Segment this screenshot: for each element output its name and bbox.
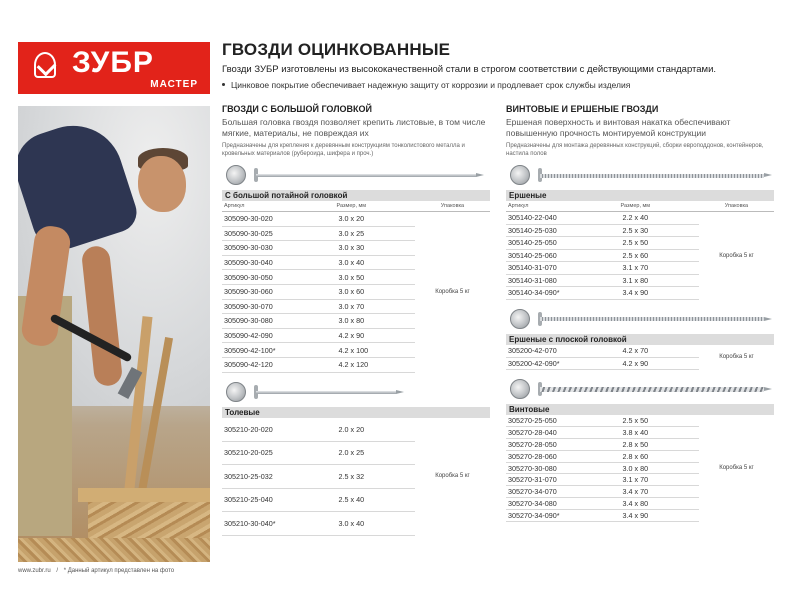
size-cell: 3.0 x 25 — [335, 226, 415, 241]
logo-shield-icon — [34, 52, 56, 78]
article-cell: 305140-22-040 — [506, 212, 619, 225]
article-cell: 305140-31-080 — [506, 274, 619, 287]
pack-cell: Коробка 5 кг — [435, 289, 470, 296]
footer — [18, 568, 174, 574]
size-cell: 3.0 x 50 — [335, 270, 415, 285]
article-cell: 305140-31-070 — [506, 262, 619, 275]
article-cell: 305210-25-032 — [222, 465, 335, 489]
size-cell: 3.0 x 80 — [335, 314, 415, 329]
size-cell: 3.0 x 30 — [335, 241, 415, 256]
page-title: ГВОЗДИ ОЦИНКОВАННЫЕ — [222, 40, 451, 59]
article-cell: 305270-34-080 — [506, 498, 619, 510]
article-cell: 305090-42-090 — [222, 328, 335, 343]
table-flat-ring — [506, 345, 774, 371]
size-cell: 3.0 x 60 — [335, 284, 415, 299]
right-description: Ершеная поверхность и винтовая накатка обеспечивают повышенную прочность монтируемой конструкции — [506, 117, 731, 138]
size-cell: 2.0 x 20 — [335, 418, 415, 442]
article-cell: 305270-34-090* — [506, 509, 619, 521]
size-cell: 3.0 x 40 — [335, 255, 415, 270]
size-cell: 3.4 x 80 — [619, 498, 699, 510]
article-cell: 305090-30-040 — [222, 255, 335, 270]
article-cell: 305200-42-070 — [506, 345, 619, 358]
pack-cell: Коробка 5 кг — [719, 354, 754, 360]
right-note: Предназначены для монтажа деревянных конструкций, сборки европоддонов, контейнеров, настила полов — [506, 143, 764, 157]
pack-cell: Коробка 5 кг — [435, 473, 470, 480]
article-cell: 305090-30-030 — [222, 241, 335, 256]
article-cell: 305090-30-080 — [222, 314, 335, 329]
large-head-nail-icon — [222, 164, 490, 186]
flat-head-ring-nail-icon — [506, 308, 774, 330]
table-title-countersunk: С большой потайной головкой — [222, 190, 490, 201]
article-cell: 305210-20-025 — [222, 441, 335, 465]
table-title-ring: Ершеные — [506, 190, 774, 201]
size-cell: 2.8 x 60 — [619, 450, 699, 462]
article-cell: 305270-28-060 — [506, 450, 619, 462]
size-cell: 4.2 x 100 — [335, 343, 415, 358]
screw-nail-icon — [506, 378, 774, 400]
size-cell: 2.5 x 40 — [335, 488, 415, 512]
footer-url[interactable]: www.zubr.ru — [18, 568, 51, 574]
table-title-roofing: Толевые — [222, 407, 490, 418]
article-cell: 305210-25-040 — [222, 488, 335, 512]
col-size: Размер, мм — [619, 201, 699, 212]
brand-logo — [18, 42, 210, 94]
size-cell: 3.4 x 90 — [619, 509, 699, 521]
size-cell: 3.0 x 70 — [335, 299, 415, 314]
size-cell: 2.5 x 32 — [335, 465, 415, 489]
size-cell: 2.5 x 50 — [619, 237, 699, 250]
left-note: Предназначены для крепления к деревянным конструкциям тонколистового металла и кровельных материалов (рубероида, шифера и проч.) — [222, 143, 465, 157]
col-article: Артикул — [506, 201, 619, 212]
footer-separator: / — [56, 568, 59, 574]
size-cell: 2.5 x 50 — [619, 415, 699, 427]
col-article: Артикул — [222, 201, 335, 212]
right-column — [506, 104, 774, 522]
size-cell: 2.2 x 40 — [619, 212, 699, 225]
table-roofing — [222, 418, 490, 536]
size-cell: 2.5 x 30 — [619, 224, 699, 237]
intro-text: Гвозди ЗУБР изготовлены из высококачественной стали в строгом соответствии с действующими стандартами. — [222, 64, 717, 75]
table-title-flat-ring: Ершеные с плоской головкой — [506, 334, 774, 345]
article-cell: 305090-42-120 — [222, 357, 335, 372]
article-cell: 305270-28-040 — [506, 427, 619, 439]
roofing-nail-icon — [222, 381, 490, 403]
pack-cell: Коробка 5 кг — [719, 465, 754, 472]
worker-photo — [18, 106, 210, 562]
col-size: Размер, мм — [335, 201, 415, 212]
col-pack: Упаковка — [699, 201, 774, 212]
article-cell: 305200-42-090* — [506, 357, 619, 370]
article-cell: 305210-30-040* — [222, 512, 335, 536]
table-row — [506, 212, 774, 225]
size-cell: 4.2 x 90 — [335, 328, 415, 343]
size-cell: 2.0 x 25 — [335, 441, 415, 465]
article-cell: 305090-30-060 — [222, 284, 335, 299]
article-cell: 305210-20-020 — [222, 418, 335, 442]
logo-sub-text: МАСТЕР — [150, 79, 198, 90]
article-cell: 305270-31-070 — [506, 474, 619, 486]
article-cell: 305140-34-090* — [506, 287, 619, 300]
article-cell: 305090-30-020 — [222, 212, 335, 227]
size-cell: 3.0 x 80 — [619, 462, 699, 474]
article-cell: 305270-28-050 — [506, 439, 619, 451]
size-cell: 2.5 x 60 — [619, 249, 699, 262]
article-cell: 305140-25-050 — [506, 237, 619, 250]
left-heading: ГВОЗДИ С БОЛЬШОЙ ГОЛОВКОЙ — [222, 104, 372, 114]
article-cell: 305090-30-050 — [222, 270, 335, 285]
article-cell: 305270-34-070 — [506, 486, 619, 498]
article-cell: 305090-30-070 — [222, 299, 335, 314]
article-cell: 305270-25-050 — [506, 415, 619, 427]
ring-shank-nail-icon — [506, 164, 774, 186]
table-row — [506, 415, 774, 427]
size-cell: 4.2 x 90 — [619, 357, 699, 370]
article-cell: 305140-25-060 — [506, 249, 619, 262]
table-countersunk — [222, 201, 490, 373]
table-ring — [506, 201, 774, 300]
size-cell: 3.4 x 90 — [619, 287, 699, 300]
table-row — [222, 418, 490, 442]
footer-note: * Данный артикул представлен на фото — [63, 568, 175, 574]
article-cell: 305140-25-030 — [506, 224, 619, 237]
size-cell: 4.2 x 70 — [619, 345, 699, 358]
left-column — [222, 104, 490, 536]
article-cell: 305270-30-080 — [506, 462, 619, 474]
bullet-dot-icon — [222, 83, 225, 86]
size-cell: 3.1 x 70 — [619, 474, 699, 486]
bullet-label: Цинковое покрытие обеспечивает надежную защиту от коррозии и продлевает срок службы изделия — [231, 80, 631, 90]
col-pack: Упаковка — [415, 201, 490, 212]
logo-brand-text: ЗУБР — [72, 46, 154, 79]
table-row — [506, 345, 774, 358]
size-cell: 3.8 x 40 — [619, 427, 699, 439]
article-cell: 305090-42-100* — [222, 343, 335, 358]
size-cell: 3.1 x 70 — [619, 262, 699, 275]
pack-cell: Коробка 5 кг — [719, 252, 754, 259]
table-row — [222, 212, 490, 227]
size-cell: 3.1 x 80 — [619, 274, 699, 287]
right-heading: ВИНТОВЫЕ И ЕРШЕНЫЕ ГВОЗДИ — [506, 104, 659, 114]
size-cell: 3.4 x 70 — [619, 486, 699, 498]
size-cell: 4.2 x 120 — [335, 357, 415, 372]
size-cell: 3.0 x 20 — [335, 212, 415, 227]
size-cell: 3.0 x 40 — [335, 512, 415, 536]
left-description: Большая головка гвоздя позволяет крепить листовые, в том числе мягкие, материалы, не повреждая их — [222, 117, 486, 138]
bullet-text — [222, 80, 630, 90]
table-screw — [506, 415, 774, 522]
article-cell: 305090-30-025 — [222, 226, 335, 241]
size-cell: 2.8 x 50 — [619, 439, 699, 451]
table-title-screw: Винтовые — [506, 404, 774, 415]
